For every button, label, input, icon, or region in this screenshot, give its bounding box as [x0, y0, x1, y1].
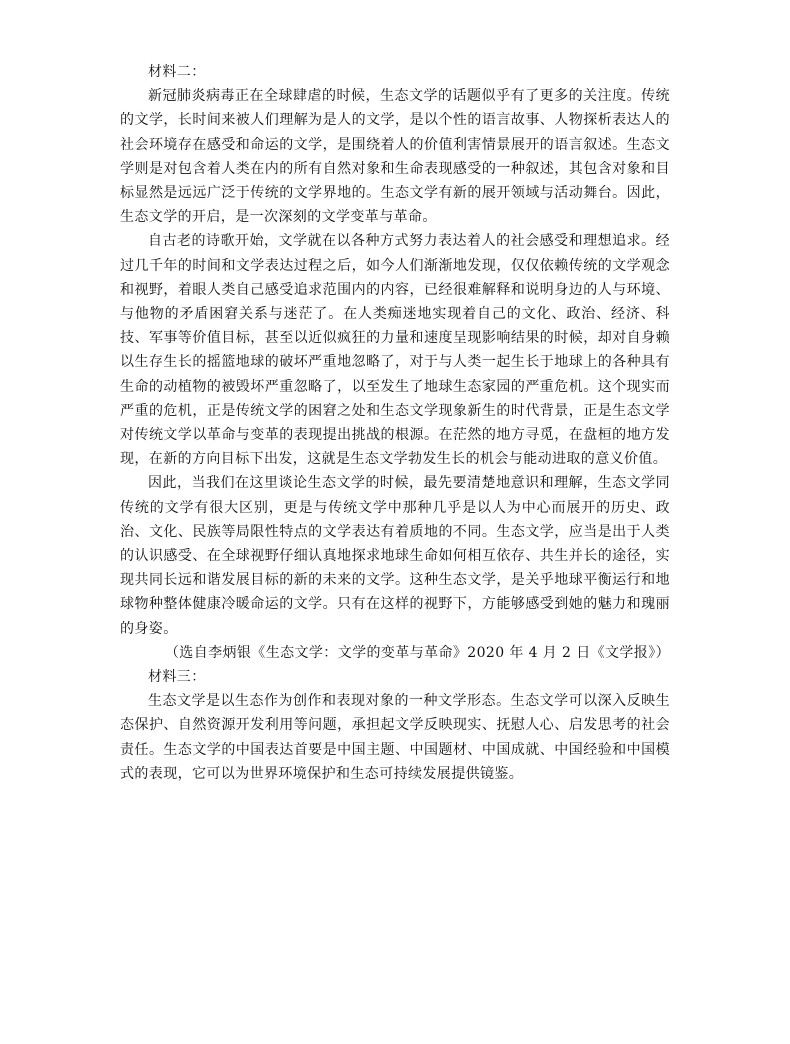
material-2-source-citation: （选自李炳银《生态文学：文学的变革与革命》2020 年 4 月 2 日《文学报》） — [164, 644, 670, 661]
material-2-paragraph-3: 因此，当我们在这里谈论生态文学的时候，最先要清楚地意识和理解，生态文学同传统的文学有很大区别，更是与传统文学中那种几乎是以人为中心而展开的历史、政治、文化、民族等局限性特点的文学表达有着质地的不同。生态文学，应当是出于人类的认识感受、在全球视野仔细认真地探求地球生命如何相互依存、共生并长的途径，实现共同长远和谐发展目标的新的未来的文学。这种生态文学，是关乎地球平衡运行和地球物种整体健康冷暖命运的文学。只有在这样的视野下，方能够感受到她的魅力和瑰丽的身姿。 — [120, 475, 670, 637]
material-2-heading: 材料二： — [148, 64, 206, 80]
material-3-heading: 材料三： — [148, 669, 206, 686]
material-2-paragraph-1: 新冠肺炎病毒正在全球肆虐的时候，生态文学的话题似乎有了更多的关注度。传统的文学，长时间来被人们理解为是人的文学，是以个性的语言故事、人物探析表达人的社会环境存在感受和命运的文学，是围绕着人的价值利害情景展开的语言叙述。生态文学则是对包含着人类在内的所有自然对象和生命表现感受的一种叙述，其包含对象和目标显然是远远广泛于传统的文学界地的。生态文学有新的展开领域与活动舞台。因此，生态文学的开启，是一次深刻的文学变革与革命。 — [120, 88, 670, 226]
document-body — [120, 60, 670, 786]
material-3-paragraph-1: 生态文学是以生态作为创作和表现对象的一种文学形态。生态文学可以深入反映生态保护、自然资源开发利用等问题，承担起文学反映现实、抚慰人心、启发思考的社会责任。生态文学的中国表达首要是中国主题、中国题材、中国成就、中国经验和中国模式的表现，它可以为世界环境保护和生态可持续发展提供镜鉴。 — [120, 693, 670, 782]
material-2-paragraph-2: 自古老的诗歌开始，文学就在以各种方式努力表达着人的社会感受和理想追求。经过几千年的时间和文学表达过程之后，如今人们渐渐地发现，仅仅依赖传统的文学观念和视野，着眼人类自己感受追求范围内的内容，已经很难解释和说明身边的人与环境、与他物的矛盾困窘关系与迷茫了。在人类痴迷地实现着自己的文化、政治、经济、科技、军事等价值目标，甚至以近似疯狂的力量和速度呈现影响结果的时候，却对自身赖以生存生长的摇篮地球的破坏严重地忽略了，对于与人类一起生长于地球上的各种具有生命的动植物的被毁坏严重忽略了，以至发生了地球生态家园的严重危机。这个现实而严重的危机，正是传统文学的困窘之处和生态文学现象新生的时代背景，正是生态文学对传统文学以革命与变革的表现提出挑战的根源。在茫然的地方寻觅，在盘桓的地方发现，在新的方向目标下出发，这就是生态文学勃发生长的机会与能动进取的意义价值。 — [120, 233, 670, 468]
